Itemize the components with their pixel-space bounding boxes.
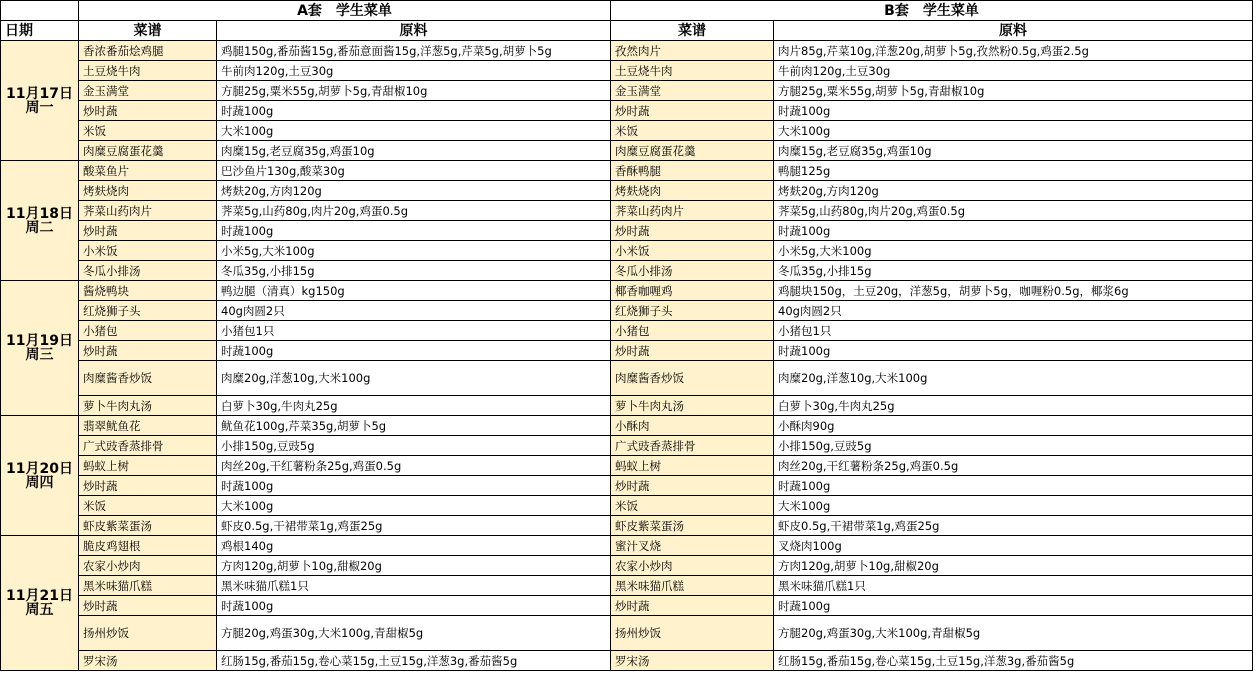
set-b-dish-cell[interactable]: 冬瓜小排汤 bbox=[611, 261, 774, 281]
set-a-dish-cell[interactable]: 萝卜牛肉丸汤 bbox=[79, 396, 217, 416]
set-a-ingredient-cell[interactable]: 鸡根140g bbox=[217, 536, 611, 556]
set-b-ingredient-cell[interactable]: 时蔬100g bbox=[774, 596, 1253, 616]
menu-row bbox=[1, 516, 1253, 536]
set-a-dish-cell[interactable]: 炒时蔬 bbox=[79, 341, 217, 361]
menu-row bbox=[1, 536, 1253, 556]
set-a-ingredient-cell[interactable]: 牛前肉120g,土豆30g bbox=[217, 61, 611, 81]
set-b-dish-cell[interactable]: 炒时蔬 bbox=[611, 596, 774, 616]
set-b-ingredient-cell[interactable]: 小猪包1只 bbox=[774, 321, 1253, 341]
set-a-dish-cell[interactable]: 炒时蔬 bbox=[79, 596, 217, 616]
set-a-dish-cell[interactable]: 扬州炒饭 bbox=[79, 616, 217, 651]
set-a-dish-cell[interactable]: 米饭 bbox=[79, 496, 217, 516]
set-b-ingredient-cell[interactable]: 小排150g,豆豉5g bbox=[774, 436, 1253, 456]
set-a-dish-cell[interactable]: 广式豉香蒸排骨 bbox=[79, 436, 217, 456]
set-b-ingredient-cell[interactable]: 虾皮0.5g,干裙带菜1g,鸡蛋25g bbox=[774, 516, 1253, 536]
set-a-dish-cell[interactable]: 香浓番茄烩鸡腿 bbox=[79, 41, 217, 61]
set-b-dish-cell[interactable]: 米饭 bbox=[611, 121, 774, 141]
set-a-ingredient-cell[interactable]: 鸡腿150g,番茄酱15g,番茄意面酱15g,洋葱5g,芹菜5g,胡萝卜5g bbox=[217, 41, 611, 61]
set-a-ingredient-cell[interactable]: 鱿鱼花100g,芹菜35g,胡萝卜5g bbox=[217, 416, 611, 436]
set-b-ingredient-cell[interactable]: 叉烧肉100g bbox=[774, 536, 1253, 556]
menu-row bbox=[1, 436, 1253, 456]
weekday-label: 周一 bbox=[25, 99, 54, 116]
set-b-dish-cell[interactable]: 小猪包 bbox=[611, 321, 774, 341]
set-a-dish-cell[interactable]: 翡翠鱿鱼花 bbox=[79, 416, 217, 436]
menu-row bbox=[1, 416, 1253, 436]
set-b-dish-cell[interactable]: 罗宋汤 bbox=[611, 651, 774, 671]
set-b-dish-cell[interactable]: 孜然肉片 bbox=[611, 41, 774, 61]
set-a-dish-cell[interactable]: 土豆烧牛肉 bbox=[79, 61, 217, 81]
menu-row bbox=[1, 651, 1253, 671]
menu-row bbox=[1, 61, 1253, 81]
set-a-dish-cell[interactable]: 炒时蔬 bbox=[79, 476, 217, 496]
set-a-ingredient-cell[interactable]: 鸭边腿（清真）kg150g bbox=[217, 281, 611, 301]
set-a-ingredient-cell[interactable]: 虾皮0.5g,干裙带菜1g,鸡蛋25g bbox=[217, 516, 611, 536]
set-a-ingredient-cell[interactable]: 巴沙鱼片130g,酸菜30g bbox=[217, 161, 611, 181]
menu-row bbox=[1, 456, 1253, 476]
set-b-ingredient-cell[interactable]: 肉丝20g,干红薯粉条25g,鸡蛋0.5g bbox=[774, 456, 1253, 476]
set-a-dish-cell[interactable]: 罗宋汤 bbox=[79, 651, 217, 671]
set-a-ingredient-cell[interactable]: 冬瓜35g,小排15g bbox=[217, 261, 611, 281]
set-a-ingredient-cell[interactable]: 小米5g,大米100g bbox=[217, 241, 611, 261]
date-cell[interactable] bbox=[1, 536, 79, 671]
set-b-ingredient-cell[interactable]: 红肠15g,番茄15g,卷心菜15g,土豆15g,洋葱3g,番茄酱5g bbox=[774, 651, 1253, 671]
date-cell[interactable] bbox=[1, 41, 79, 161]
set-a-dish-cell[interactable]: 小猪包 bbox=[79, 321, 217, 341]
set-b-ingredient-cell[interactable]: 肉片85g,芹菜10g,洋葱20g,胡萝卜5g,孜然粉0.5g,鸡蛋2.5g bbox=[774, 41, 1253, 61]
set-a-ingredient-cell[interactable]: 肉糜20g,洋葱10g,大米100g bbox=[217, 361, 611, 396]
date-label: 11月17日 bbox=[6, 85, 73, 102]
weekday-label: 周三 bbox=[25, 347, 54, 363]
set-a-dish-cell[interactable]: 金玉满堂 bbox=[79, 81, 217, 101]
set-a-ingredient-cell[interactable]: 时蔬100g bbox=[217, 221, 611, 241]
set-b-ingredient-cell[interactable]: 40g肉圆2只 bbox=[774, 301, 1253, 321]
set-a-ingredient-cell[interactable]: 时蔬100g bbox=[217, 596, 611, 616]
set-b-ingredient-cell[interactable]: 烤麸20g,方肉120g bbox=[774, 181, 1253, 201]
set-a-ingredient-cell[interactable]: 大米100g bbox=[217, 496, 611, 516]
set-b-dish-cell[interactable]: 黑米味猫爪糕 bbox=[611, 576, 774, 596]
menu-row bbox=[1, 221, 1253, 241]
set-a-title[interactable]: A套 学生菜单 bbox=[79, 1, 611, 21]
date-label: 11月20日 bbox=[6, 460, 73, 477]
set-b-ingredient-cell[interactable]: 小酥肉90g bbox=[774, 416, 1253, 436]
column-header-row bbox=[1, 21, 1253, 41]
set-b-dish-cell[interactable]: 小酥肉 bbox=[611, 416, 774, 436]
set-b-ingredient-cell[interactable]: 鸡腿块150g，土豆20g，洋葱5g，胡萝卜5g，咖喱粉0.5g，椰浆6g bbox=[774, 281, 1253, 301]
set-b-ingredient-cell[interactable]: 荠菜5g,山药80g,肉片20g,鸡蛋0.5g bbox=[774, 201, 1253, 221]
set-b-dish-cell[interactable]: 炒时蔬 bbox=[611, 476, 774, 496]
menu-row bbox=[1, 161, 1253, 181]
set-b-dish-cell[interactable]: 香酥鸭腿 bbox=[611, 161, 774, 181]
set-b-ingredient-cell[interactable]: 时蔬100g bbox=[774, 341, 1253, 361]
set-b-dish-cell[interactable]: 土豆烧牛肉 bbox=[611, 61, 774, 81]
set-b-ingredient-cell[interactable]: 时蔬100g bbox=[774, 101, 1253, 121]
set-a-ingredient-cell[interactable]: 肉糜15g,老豆腐35g,鸡蛋10g bbox=[217, 141, 611, 161]
set-b-dish-cell[interactable]: 蜜汁叉烧 bbox=[611, 536, 774, 556]
set-b-ingredient-cell[interactable]: 鸭腿125g bbox=[774, 161, 1253, 181]
set-b-dish-cell[interactable]: 烤麸烧肉 bbox=[611, 181, 774, 201]
menu-row bbox=[1, 41, 1253, 61]
set-b-ingredient-cell[interactable]: 方肉120g,胡萝卜10g,甜椒20g bbox=[774, 556, 1253, 576]
menu-row bbox=[1, 616, 1253, 651]
menu-row bbox=[1, 556, 1253, 576]
menu-row bbox=[1, 341, 1253, 361]
set-a-ingredient-cell[interactable]: 40g肉圆2只 bbox=[217, 301, 611, 321]
set-a-dish-cell[interactable]: 黑米味猫爪糕 bbox=[79, 576, 217, 596]
date-label: 11月19日 bbox=[6, 333, 73, 349]
menu-row bbox=[1, 141, 1253, 161]
set-a-dish-cell[interactable]: 红烧狮子头 bbox=[79, 301, 217, 321]
menu-row bbox=[1, 361, 1253, 396]
set-a-dish-cell[interactable]: 虾皮紫菜蛋汤 bbox=[79, 516, 217, 536]
set-b-dish-cell[interactable]: 扬州炒饭 bbox=[611, 616, 774, 651]
set-a-dish-cell[interactable]: 农家小炒肉 bbox=[79, 556, 217, 576]
set-b-dish-cell[interactable]: 蚂蚁上树 bbox=[611, 456, 774, 476]
menu-row bbox=[1, 181, 1253, 201]
set-b-title[interactable]: B套 学生菜单 bbox=[611, 1, 1253, 21]
menu-row bbox=[1, 496, 1253, 516]
menu-row bbox=[1, 201, 1253, 221]
set-b-ingredient-cell[interactable]: 冬瓜35g,小排15g bbox=[774, 261, 1253, 281]
set-a-dish-cell[interactable]: 烤麸烧肉 bbox=[79, 181, 217, 201]
set-b-ingredient-cell[interactable]: 牛前肉120g,土豆30g bbox=[774, 61, 1253, 81]
set-b-ingredient-cell[interactable]: 大米100g bbox=[774, 121, 1253, 141]
set-a-ingredient-cell[interactable]: 方腿25g,粟米55g,胡萝卜5g,青甜椒10g bbox=[217, 81, 611, 101]
set-b-ingredient-header[interactable]: 原料 bbox=[774, 21, 1253, 41]
set-a-dish-header[interactable]: 菜谱 bbox=[79, 21, 217, 41]
title-row bbox=[1, 1, 1253, 21]
weekday-label: 周四 bbox=[25, 474, 54, 491]
date-cell[interactable] bbox=[1, 161, 79, 281]
set-a-ingredient-cell[interactable]: 白萝卜30g,牛肉丸25g bbox=[217, 396, 611, 416]
set-a-ingredient-cell[interactable]: 小排150g,豆豉5g bbox=[217, 436, 611, 456]
set-b-dish-cell[interactable]: 炒时蔬 bbox=[611, 341, 774, 361]
menu-row bbox=[1, 321, 1253, 341]
date-label: 11月21日 bbox=[6, 588, 73, 604]
set-b-ingredient-cell[interactable]: 小米5g,大米100g bbox=[774, 241, 1253, 261]
menu-row bbox=[1, 281, 1253, 301]
set-b-ingredient-cell[interactable]: 黑米味猫爪糕1只 bbox=[774, 576, 1253, 596]
set-a-ingredient-cell[interactable]: 方肉120g,胡萝卜10g,甜椒20g bbox=[217, 556, 611, 576]
set-b-dish-cell[interactable]: 椰香咖喱鸡 bbox=[611, 281, 774, 301]
set-b-dish-cell[interactable]: 肉糜酱香炒饭 bbox=[611, 361, 774, 396]
set-b-dish-cell[interactable]: 萝卜牛肉丸汤 bbox=[611, 396, 774, 416]
set-a-dish-cell[interactable]: 冬瓜小排汤 bbox=[79, 261, 217, 281]
set-a-dish-cell[interactable]: 蚂蚁上树 bbox=[79, 456, 217, 476]
set-a-dish-cell[interactable]: 肉糜酱香炒饭 bbox=[79, 361, 217, 396]
set-b-ingredient-cell[interactable]: 方腿25g,粟米55g,胡萝卜5g,青甜椒10g bbox=[774, 81, 1253, 101]
set-a-ingredient-cell[interactable]: 黑米味猫爪糕1只 bbox=[217, 576, 611, 596]
set-a-ingredient-cell[interactable]: 时蔬100g bbox=[217, 101, 611, 121]
set-b-dish-cell[interactable]: 炒时蔬 bbox=[611, 101, 774, 121]
menu-row bbox=[1, 261, 1253, 281]
set-a-ingredient-cell[interactable]: 时蔬100g bbox=[217, 476, 611, 496]
set-a-ingredient-cell[interactable]: 大米100g bbox=[217, 121, 611, 141]
set-b-ingredient-cell[interactable]: 白萝卜30g,牛肉丸25g bbox=[774, 396, 1253, 416]
set-b-dish-cell[interactable]: 米饭 bbox=[611, 496, 774, 516]
set-a-ingredient-cell[interactable]: 时蔬100g bbox=[217, 341, 611, 361]
corner-cell[interactable] bbox=[1, 1, 79, 21]
set-a-dish-cell[interactable]: 炒时蔬 bbox=[79, 221, 217, 241]
set-a-dish-cell[interactable]: 肉糜豆腐蛋花羹 bbox=[79, 141, 217, 161]
menu-row bbox=[1, 101, 1253, 121]
set-b-ingredient-cell[interactable]: 时蔬100g bbox=[774, 476, 1253, 496]
set-b-dish-header[interactable]: 菜谱 bbox=[611, 21, 774, 41]
set-a-dish-cell[interactable]: 酱烧鸭块 bbox=[79, 281, 217, 301]
set-a-ingredient-cell[interactable]: 荠菜5g,山药80g,肉片20g,鸡蛋0.5g bbox=[217, 201, 611, 221]
date-label: 11月18日 bbox=[6, 205, 73, 222]
menu-row bbox=[1, 81, 1253, 101]
set-b-ingredient-cell[interactable]: 时蔬100g bbox=[774, 221, 1253, 241]
set-a-dish-cell[interactable]: 米饭 bbox=[79, 121, 217, 141]
set-b-ingredient-cell[interactable]: 方腿20g,鸡蛋30g,大米100g,青甜椒5g bbox=[774, 616, 1253, 651]
set-b-dish-cell[interactable]: 荠菜山药肉片 bbox=[611, 201, 774, 221]
weekday-label: 周五 bbox=[25, 602, 54, 618]
date-cell[interactable] bbox=[1, 416, 79, 536]
date-column-header[interactable]: 日期 bbox=[1, 21, 79, 41]
set-a-dish-cell[interactable]: 小米饭 bbox=[79, 241, 217, 261]
set-a-ingredient-cell[interactable]: 肉丝20g,干红薯粉条25g,鸡蛋0.5g bbox=[217, 456, 611, 476]
set-b-ingredient-cell[interactable]: 肉糜15g,老豆腐35g,鸡蛋10g bbox=[774, 141, 1253, 161]
menu-row bbox=[1, 121, 1253, 141]
set-a-ingredient-cell[interactable]: 红肠15g,番茄15g,卷心菜15g,土豆15g,洋葱3g,番茄酱5g bbox=[217, 651, 611, 671]
set-b-dish-cell[interactable]: 炒时蔬 bbox=[611, 221, 774, 241]
set-b-dish-cell[interactable]: 肉糜豆腐蛋花羹 bbox=[611, 141, 774, 161]
date-cell[interactable] bbox=[1, 281, 79, 416]
set-b-dish-cell[interactable]: 广式豉香蒸排骨 bbox=[611, 436, 774, 456]
set-b-dish-cell[interactable]: 红烧狮子头 bbox=[611, 301, 774, 321]
menu-row bbox=[1, 301, 1253, 321]
set-b-ingredient-cell[interactable]: 肉糜20g,洋葱10g,大米100g bbox=[774, 361, 1253, 396]
set-a-ingredient-cell[interactable]: 烤麸20g,方肉120g bbox=[217, 181, 611, 201]
set-b-dish-cell[interactable]: 金玉满堂 bbox=[611, 81, 774, 101]
set-b-dish-cell[interactable]: 小米饭 bbox=[611, 241, 774, 261]
menu-row bbox=[1, 596, 1253, 616]
set-a-dish-cell[interactable]: 酸菜鱼片 bbox=[79, 161, 217, 181]
menu-row bbox=[1, 476, 1253, 496]
weekday-label: 周二 bbox=[25, 219, 54, 236]
set-a-ingredient-header[interactable]: 原料 bbox=[217, 21, 611, 41]
set-a-ingredient-cell[interactable]: 小猪包1只 bbox=[217, 321, 611, 341]
set-a-ingredient-cell[interactable]: 方腿20g,鸡蛋30g,大米100g,青甜椒5g bbox=[217, 616, 611, 651]
set-b-dish-cell[interactable]: 农家小炒肉 bbox=[611, 556, 774, 576]
set-a-dish-cell[interactable]: 脆皮鸡翅根 bbox=[79, 536, 217, 556]
set-a-dish-cell[interactable]: 荠菜山药肉片 bbox=[79, 201, 217, 221]
set-a-dish-cell[interactable]: 炒时蔬 bbox=[79, 101, 217, 121]
menu-row bbox=[1, 576, 1253, 596]
set-b-ingredient-cell[interactable]: 大米100g bbox=[774, 496, 1253, 516]
menu-row bbox=[1, 396, 1253, 416]
menu-row bbox=[1, 241, 1253, 261]
set-b-dish-cell[interactable]: 虾皮紫菜蛋汤 bbox=[611, 516, 774, 536]
menu-table-body bbox=[1, 1, 1253, 671]
